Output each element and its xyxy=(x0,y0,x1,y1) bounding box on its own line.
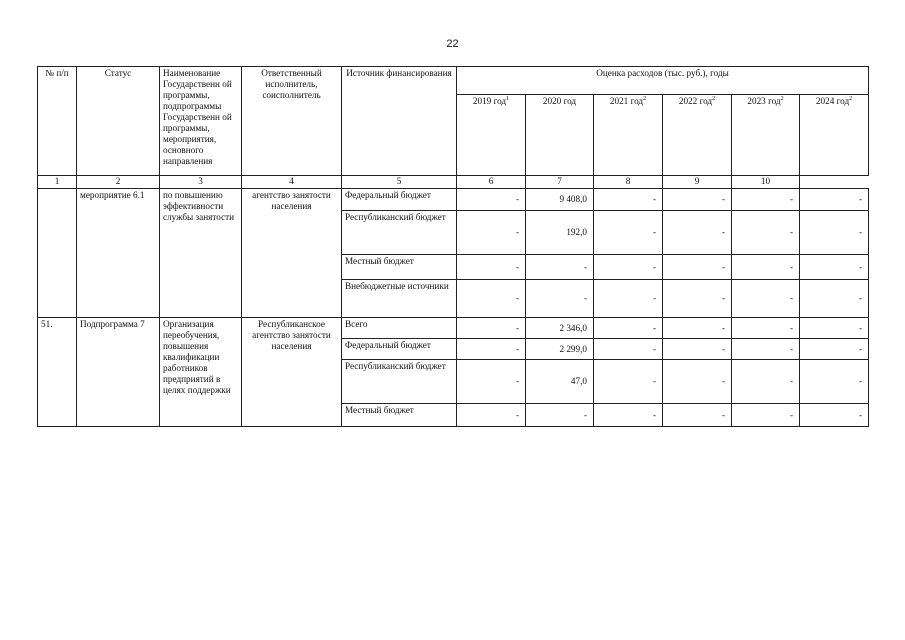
header-year xyxy=(526,95,594,176)
row-value: - xyxy=(594,211,663,255)
row-value: - xyxy=(457,360,526,404)
row-name: Организация переобучения, повышения квалификации работников предприятий в целях поддержки xyxy=(160,318,242,427)
row-value: 192,0 xyxy=(526,211,594,255)
row-value: - xyxy=(457,318,526,339)
column-index: 5 xyxy=(342,176,457,189)
column-index: 2 xyxy=(77,176,160,189)
column-index: 7 xyxy=(526,176,594,189)
header-name: Наименование Государственн ой программы, подпрограммы Государственн ой программы, мероприятия, основного направления xyxy=(160,67,242,176)
row-value: - xyxy=(800,189,869,211)
year-label: 2021 год xyxy=(609,96,644,106)
row-status: Подпрограмма 7 xyxy=(77,318,160,427)
row-value: - xyxy=(663,255,732,280)
column-index: 9 xyxy=(663,176,732,189)
header-estimate: Оценка расходов (тыс. руб.), годы xyxy=(457,67,869,95)
row-value: - xyxy=(663,280,732,318)
row-value: - xyxy=(732,404,800,427)
row-value: - xyxy=(732,339,800,360)
row-value: - xyxy=(457,280,526,318)
row-source: Внебюджетные источники xyxy=(342,280,457,318)
header-year xyxy=(594,95,663,176)
row-value: - xyxy=(594,360,663,404)
header-year xyxy=(800,95,869,176)
year-label: 2023 год xyxy=(747,96,781,106)
table-row xyxy=(38,189,869,211)
row-source: Федеральный бюджет xyxy=(342,189,457,211)
row-value: - xyxy=(526,255,594,280)
row-value: - xyxy=(663,211,732,255)
row-source: Всего xyxy=(342,318,457,339)
page-number: 22 xyxy=(446,38,459,50)
row-value: - xyxy=(663,360,732,404)
row-value: - xyxy=(800,404,869,427)
row-value: - xyxy=(663,318,732,339)
year-footnote-mark: 2 xyxy=(643,95,647,102)
budget-table xyxy=(37,66,869,427)
row-value: - xyxy=(594,404,663,427)
header-year xyxy=(457,95,526,176)
row-value: - xyxy=(594,255,663,280)
row-value: - xyxy=(800,280,869,318)
row-value: 47,0 xyxy=(526,360,594,404)
row-value: - xyxy=(594,280,663,318)
row-value: - xyxy=(663,404,732,427)
row-value: - xyxy=(732,360,800,404)
row-number: 51. xyxy=(38,318,77,427)
year-footnote-mark: 2 xyxy=(849,95,853,102)
row-name: по повышению эффективности службы занятости xyxy=(160,189,242,318)
column-index: 6 xyxy=(457,176,526,189)
row-value: - xyxy=(663,189,732,211)
row-value: - xyxy=(526,404,594,427)
row-value: - xyxy=(800,318,869,339)
row-value: - xyxy=(800,339,869,360)
header-row-top xyxy=(38,67,869,95)
row-source: Республиканский бюджет xyxy=(342,211,457,255)
row-value: - xyxy=(800,211,869,255)
table-row xyxy=(38,318,869,339)
row-value: - xyxy=(594,189,663,211)
column-index: 3 xyxy=(160,176,242,189)
row-value: - xyxy=(732,280,800,318)
row-value: - xyxy=(732,189,800,211)
row-value: - xyxy=(800,255,869,280)
row-source: Республиканский бюджет xyxy=(342,360,457,404)
row-value: 2 299,0 xyxy=(526,339,594,360)
header-num: № п/п xyxy=(38,67,77,176)
column-index: 4 xyxy=(242,176,342,189)
row-source: Местный бюджет xyxy=(342,404,457,427)
year-label: 2019 год xyxy=(472,96,507,106)
row-source: Местный бюджет xyxy=(342,255,457,280)
row-value: - xyxy=(457,255,526,280)
year-label: 2022 год xyxy=(678,96,713,106)
row-value: 9 408,0 xyxy=(526,189,594,211)
row-value: - xyxy=(800,360,869,404)
group-measure-6-1 xyxy=(38,189,869,318)
row-source: Федеральный бюджет xyxy=(342,339,457,360)
row-value: - xyxy=(526,280,594,318)
row-value: - xyxy=(594,318,663,339)
year-label: 2020 год xyxy=(542,96,577,106)
row-value: - xyxy=(457,189,526,211)
header-year xyxy=(663,95,732,176)
header-year xyxy=(732,95,800,176)
row-responsible: Республиканское агентство занятости населения xyxy=(242,318,342,427)
header-responsible: Ответственный исполнитель, соисполнитель xyxy=(242,67,342,176)
year-footnote-mark: 2 xyxy=(712,95,716,102)
row-value: - xyxy=(663,339,732,360)
year-footnote-mark: 2 xyxy=(780,95,784,102)
header-source: Источник финансирования xyxy=(342,67,457,176)
row-value: - xyxy=(732,318,800,339)
year-footnote-mark: 1 xyxy=(506,95,510,102)
group-subprogram-7 xyxy=(38,318,869,427)
row-responsible: агентство занятости населения xyxy=(242,189,342,318)
row-value: - xyxy=(457,404,526,427)
column-index-row xyxy=(38,176,869,189)
row-status: мероприятие 6.1 xyxy=(77,189,160,318)
row-value: - xyxy=(457,211,526,255)
year-label: 2024 год xyxy=(815,96,850,106)
column-index: 10 xyxy=(732,176,800,189)
row-value: - xyxy=(732,255,800,280)
column-index: 8 xyxy=(594,176,663,189)
row-value: - xyxy=(457,339,526,360)
column-index: 1 xyxy=(38,176,77,189)
row-value: - xyxy=(594,339,663,360)
header-status: Статус xyxy=(77,67,160,176)
row-number xyxy=(38,189,77,318)
row-value: - xyxy=(732,211,800,255)
row-value: 2 346,0 xyxy=(526,318,594,339)
